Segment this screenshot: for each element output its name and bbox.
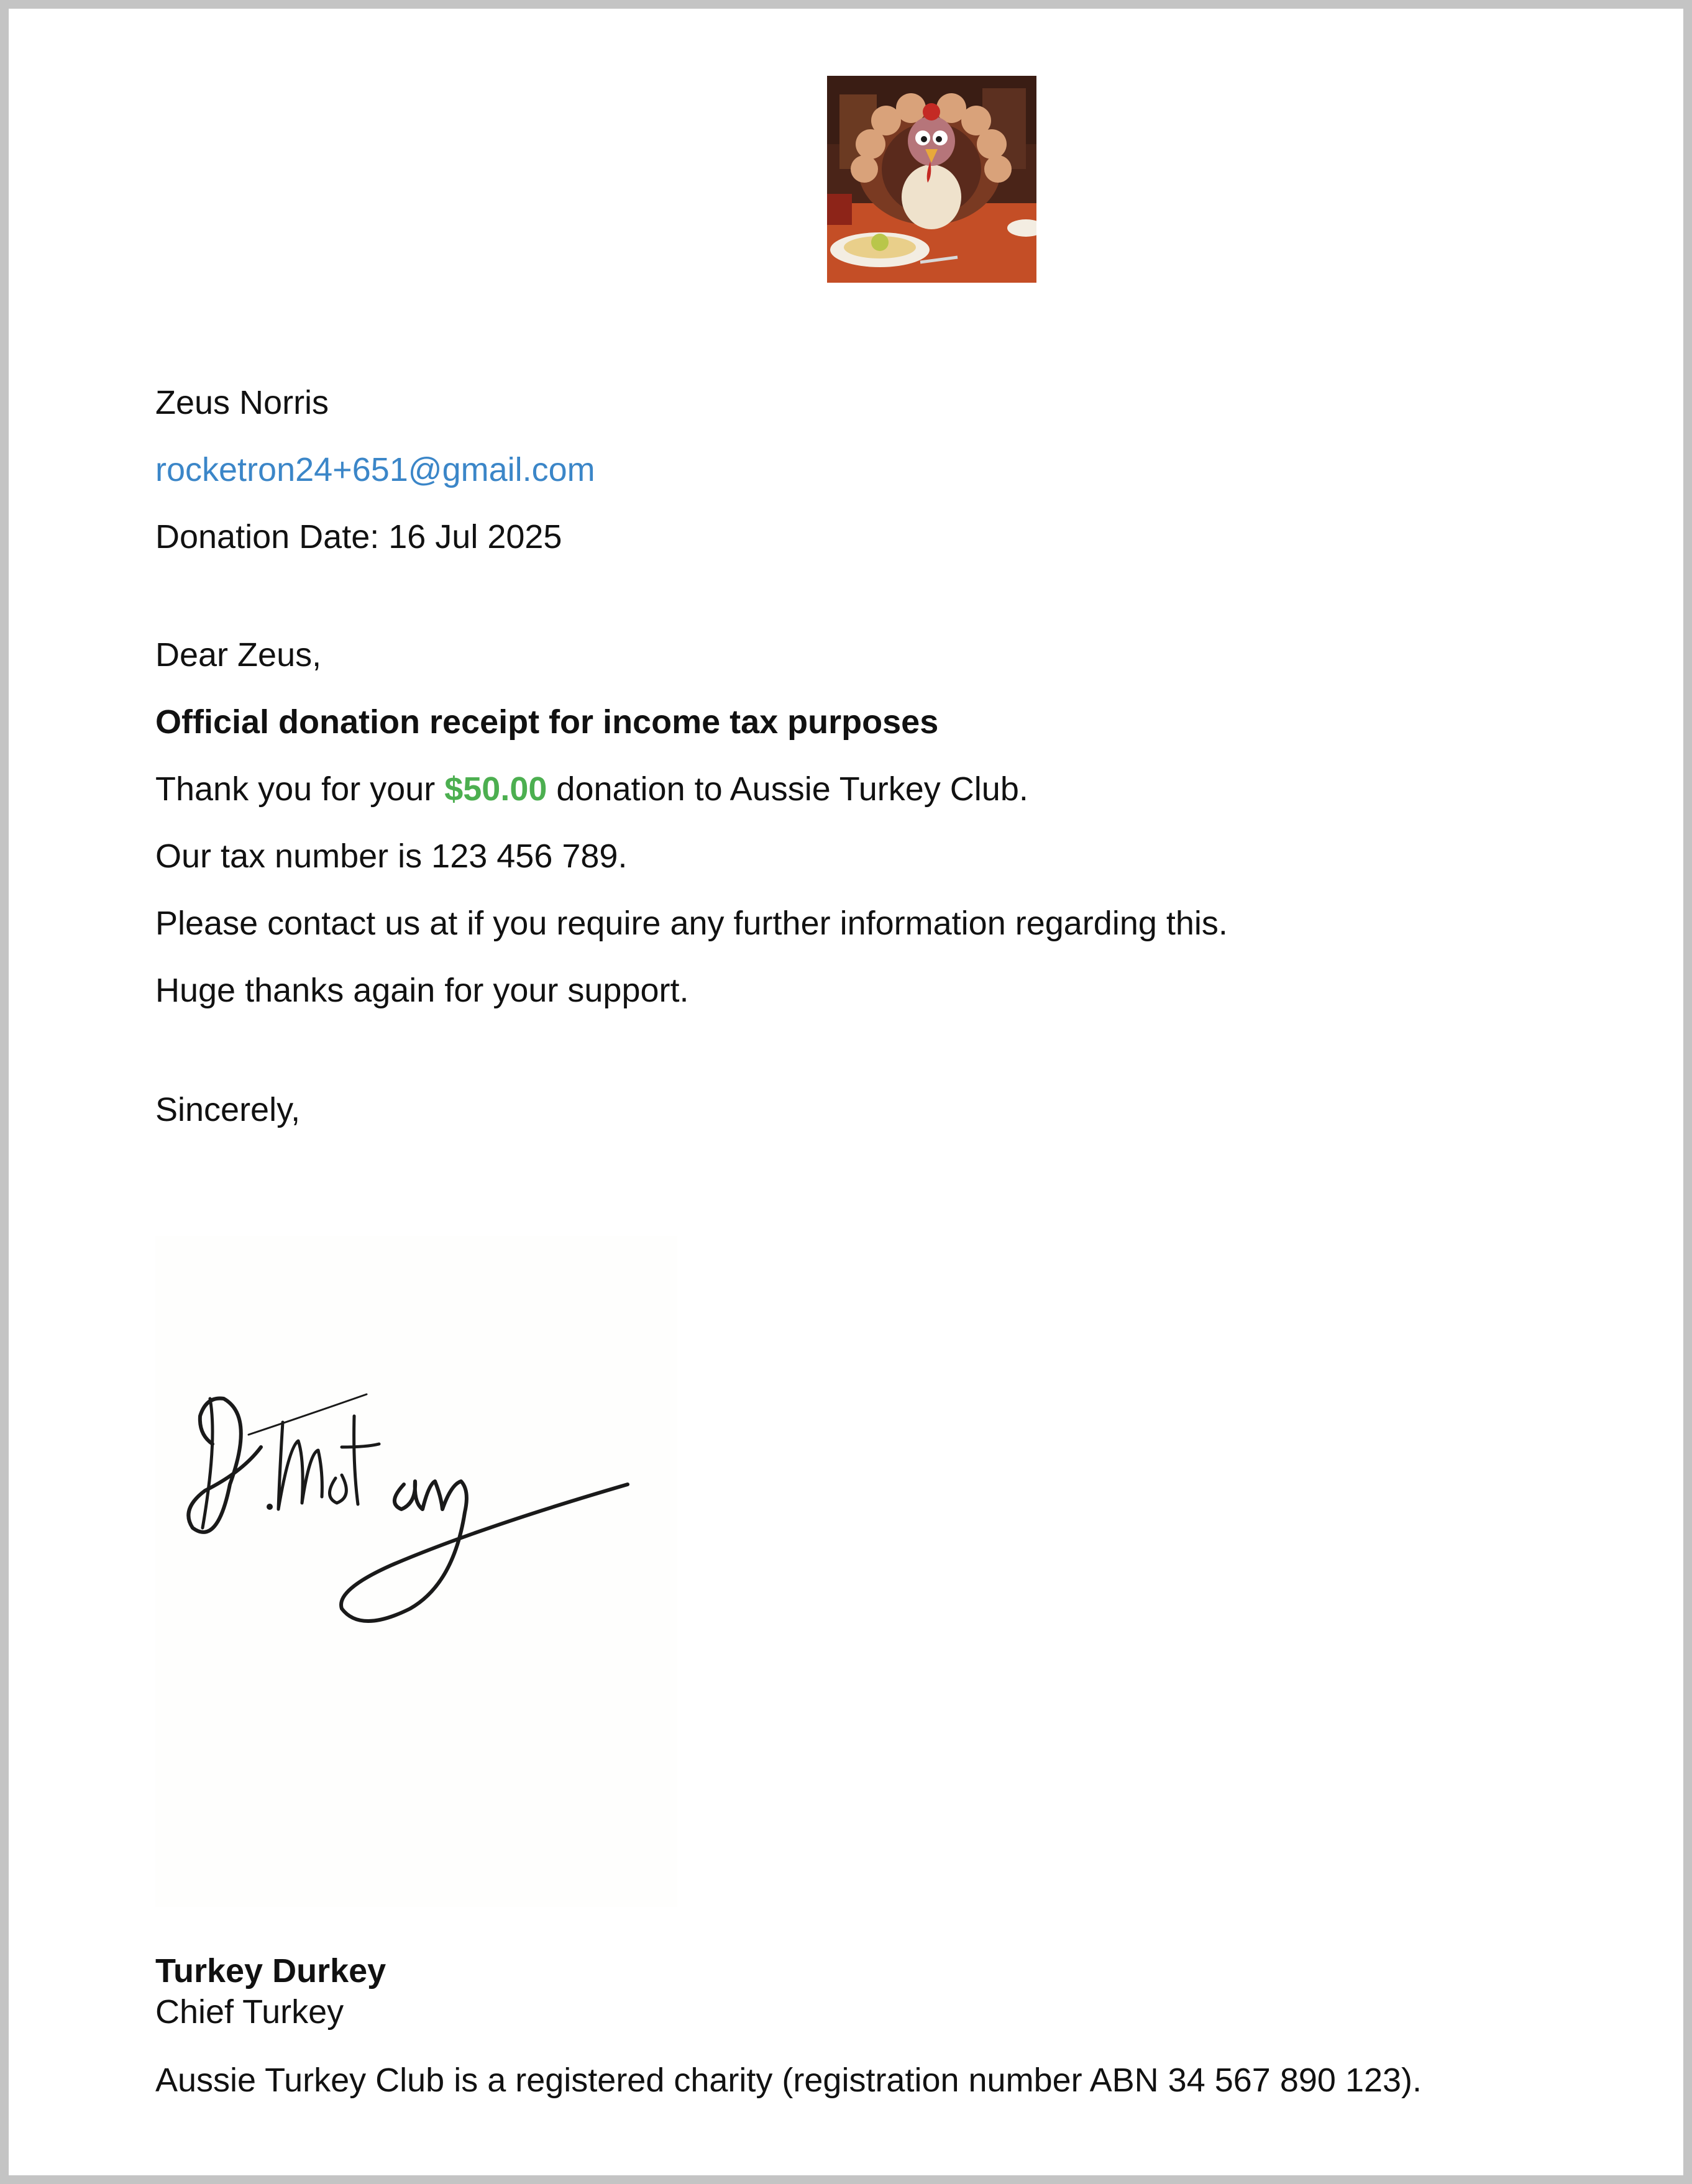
signatory-name: Turkey Durkey [155,1952,386,1990]
recipient-email-link[interactable]: rocketron24+651@gmail.com [155,451,595,488]
turkey-mascot-icon [827,76,1036,283]
greeting: Dear Zeus, [155,636,322,674]
thank-you-line [155,769,1028,810]
signature-image [155,1236,677,1907]
thank-you-text-start: Thank you for your [155,770,445,808]
contact-line: Please contact us at if you require any further information regarding this. [155,905,1228,942]
charity-registration-note: Aussie Turkey Club is a registered charity (registration number ABN 34 567 890 123). [155,2062,1422,2099]
receipt-page [9,9,1683,2175]
closing-thanks: Huge thanks again for your support. [155,972,689,1009]
donation-amount: $50.00 [444,770,547,808]
signatory-title: Chief Turkey [155,1993,344,2031]
receipt-heading: Official donation receipt for income tax purposes [155,703,939,741]
sign-off: Sincerely, [155,1091,301,1128]
thank-you-text-end: donation to Aussie Turkey Club. [547,770,1028,808]
recipient-name: Zeus Norris [155,384,329,421]
donation-date: Donation Date: 16 Jul 2025 [155,518,562,555]
tax-number: Our tax number is 123 456 789. [155,838,628,875]
